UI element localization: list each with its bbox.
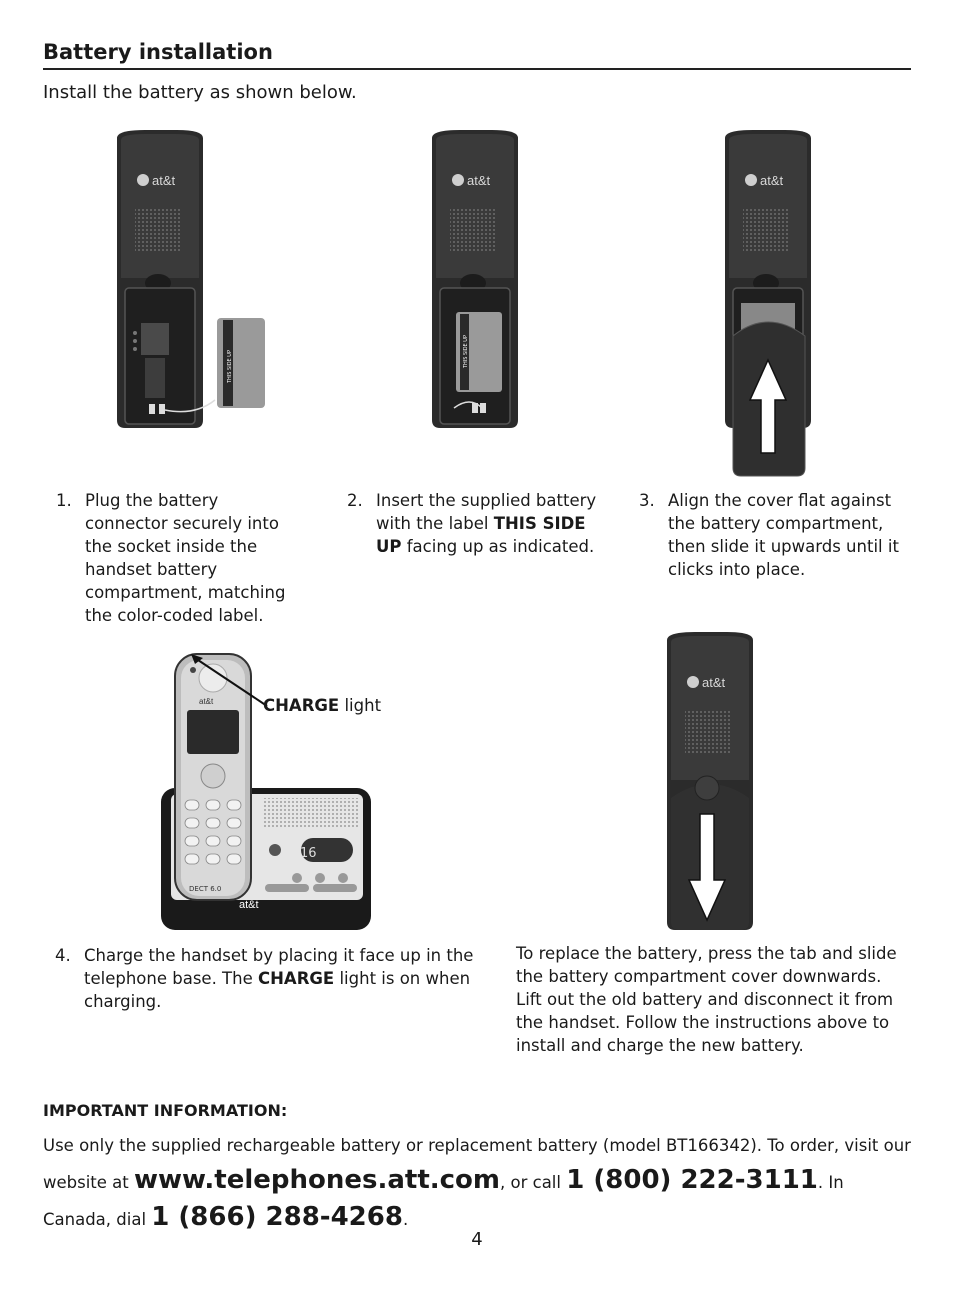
- step-4: [55, 944, 485, 1024]
- page-number: 4: [471, 1229, 483, 1250]
- svg-text:at&t: at&t: [702, 675, 726, 690]
- svg-text:THIS SIDE UP: THIS SIDE UP: [463, 335, 469, 368]
- figure-step-4: [155, 648, 375, 934]
- step-text: Align the cover flat against the battery compartment, then slide it upwards until it clicks into place.: [668, 491, 899, 579]
- step-number: 2.: [347, 491, 363, 510]
- figure-step-1: [105, 128, 275, 430]
- step-text: Charge the handset by placing it face up in the telephone base. The CHARGE light is on when charging.: [84, 946, 474, 1011]
- step-number: 4.: [55, 946, 71, 965]
- intro-text: Install the battery as shown below.: [43, 82, 357, 103]
- canada-phone-number: 1 (866) 288-4268: [151, 1202, 403, 1232]
- charge-light-callout: CHARGE light: [263, 696, 382, 715]
- figure-replace: [655, 630, 765, 935]
- step-text: Insert the supplied battery with the label THIS SIDE UP facing up as indicated.: [376, 491, 597, 556]
- svg-text:at&t: at&t: [467, 173, 491, 188]
- step-number: 1.: [56, 491, 72, 510]
- brand-logo: [687, 675, 726, 690]
- important-heading: IMPORTANT INFORMATION:: [43, 1101, 288, 1120]
- title-divider: [43, 68, 911, 70]
- brand-logo: [452, 173, 491, 188]
- phone-number: 1 (800) 222-3111: [566, 1165, 818, 1195]
- step-1: [56, 489, 306, 629]
- step-3: [639, 489, 909, 589]
- svg-text:at&t: at&t: [152, 173, 176, 188]
- step-2: [347, 489, 612, 569]
- svg-text:THIS SIDE UP: THIS SIDE UP: [227, 350, 233, 383]
- svg-text:at&t: at&t: [239, 899, 259, 911]
- svg-text:DECT 6.0: DECT 6.0: [189, 885, 222, 893]
- figure-step-3: [713, 128, 823, 480]
- section-title: Battery installation: [43, 40, 273, 64]
- brand-logo: [745, 173, 784, 188]
- brand-logo: [137, 173, 176, 188]
- step-number: 3.: [639, 491, 655, 510]
- website-link[interactable]: www.telephones.att.com: [134, 1165, 501, 1195]
- step-text: Plug the battery connector securely into the socket inside the handset battery compartment, matching the color-coded label.: [85, 491, 286, 625]
- figure-step-2: [420, 128, 530, 430]
- svg-text:at&t: at&t: [760, 173, 784, 188]
- svg-text:16: 16: [300, 846, 317, 861]
- svg-text:at&t: at&t: [199, 697, 214, 706]
- replace-battery-text: To replace the battery, press the tab and slide the battery compartment cover downwards. Lift out the old battery and disconnect it from the handset. Follow the instructions above to install and charge the new battery.: [516, 944, 897, 1055]
- important-body: Use only the supplied rechargeable battery or replacement battery (model BT166342). To order, visit our website at www.telephones.att.com, or call 1 (800) 222-3111. In Canada, dial 1 (866) 288-4268.: [43, 1136, 911, 1232]
